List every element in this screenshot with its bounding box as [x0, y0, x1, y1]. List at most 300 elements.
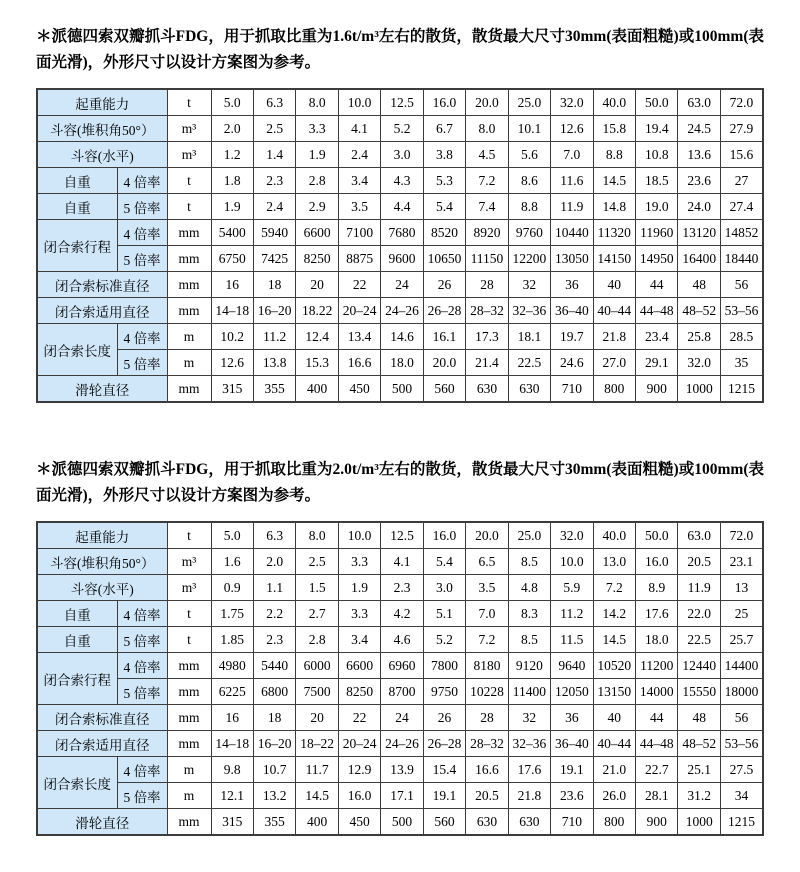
value-cell: 14.5 [593, 627, 635, 653]
value-cell: 15550 [678, 679, 720, 705]
row-label: 闭合索长度 [37, 757, 117, 809]
value-cell: 32–36 [508, 731, 550, 757]
value-cell: 14–18 [211, 731, 253, 757]
value-cell: 17.1 [381, 783, 423, 809]
value-cell: 36–40 [551, 298, 593, 324]
value-cell: 1000 [678, 376, 720, 403]
value-cell: 20 [296, 272, 338, 298]
value-cell: 6600 [338, 653, 380, 679]
value-cell: 26.0 [593, 783, 635, 809]
value-cell: 7.2 [593, 575, 635, 601]
table-row [37, 627, 763, 653]
value-cell: 4980 [211, 653, 253, 679]
value-cell: 4.1 [381, 549, 423, 575]
unit-cell: m³ [167, 549, 211, 575]
value-cell: 16.6 [466, 757, 508, 783]
value-cell: 20.0 [423, 350, 465, 376]
value-cell: 19.7 [551, 324, 593, 350]
value-cell: 4.2 [381, 601, 423, 627]
value-cell: 0.9 [211, 575, 253, 601]
value-cell: 630 [466, 376, 508, 403]
value-cell: 18.5 [636, 168, 678, 194]
value-cell: 11320 [593, 220, 635, 246]
table-row [37, 653, 763, 679]
row-label: 闭合索行程 [37, 220, 117, 272]
unit-cell: m³ [167, 116, 211, 142]
value-cell: 26–28 [423, 298, 465, 324]
value-cell: 2.8 [296, 627, 338, 653]
value-cell: 7.0 [466, 601, 508, 627]
value-cell: 18.22 [296, 298, 338, 324]
value-cell: 9640 [551, 653, 593, 679]
value-cell: 16400 [678, 246, 720, 272]
value-cell: 13.6 [678, 142, 720, 168]
unit-cell: t [167, 627, 211, 653]
value-cell: 32–36 [508, 298, 550, 324]
value-cell: 24 [381, 705, 423, 731]
table-row [37, 89, 763, 116]
table-row [37, 522, 763, 549]
value-cell: 6750 [211, 246, 253, 272]
value-cell: 19.1 [551, 757, 593, 783]
value-cell: 14.5 [296, 783, 338, 809]
value-cell: 6960 [381, 653, 423, 679]
value-cell: 4.6 [381, 627, 423, 653]
value-cell: 63.0 [678, 89, 720, 116]
value-cell: 27 [720, 168, 763, 194]
value-cell: 26 [423, 705, 465, 731]
value-cell: 13.0 [593, 549, 635, 575]
value-cell: 35 [720, 350, 763, 376]
unit-cell: mm [167, 376, 211, 403]
value-cell: 13150 [593, 679, 635, 705]
value-cell: 16.0 [338, 783, 380, 809]
value-cell: 27.5 [720, 757, 763, 783]
value-cell: 12.6 [211, 350, 253, 376]
value-cell: 8.0 [296, 522, 338, 549]
value-cell: 25.8 [678, 324, 720, 350]
value-cell: 1.9 [211, 194, 253, 220]
value-cell: 13.9 [381, 757, 423, 783]
value-cell: 28–32 [466, 731, 508, 757]
value-cell: 12.4 [296, 324, 338, 350]
value-cell: 1.75 [211, 601, 253, 627]
value-cell: 8.0 [296, 89, 338, 116]
value-cell: 11.5 [551, 627, 593, 653]
table-row [37, 601, 763, 627]
value-cell: 2.2 [253, 601, 295, 627]
row-label: 斗容(水平) [37, 142, 167, 168]
value-cell: 7.4 [466, 194, 508, 220]
value-cell: 14.5 [593, 168, 635, 194]
row-label: 自重 [37, 601, 117, 627]
row-label: 闭合索长度 [37, 324, 117, 376]
value-cell: 6600 [296, 220, 338, 246]
value-cell: 11.9 [678, 575, 720, 601]
value-cell: 48–52 [678, 731, 720, 757]
value-cell: 12200 [508, 246, 550, 272]
value-cell: 22 [338, 705, 380, 731]
value-cell: 21.4 [466, 350, 508, 376]
value-cell: 32.0 [678, 350, 720, 376]
value-cell: 5.1 [423, 601, 465, 627]
unit-cell: mm [167, 705, 211, 731]
value-cell: 6.3 [253, 522, 295, 549]
value-cell: 36 [551, 705, 593, 731]
value-cell: 9600 [381, 246, 423, 272]
value-cell: 3.3 [338, 601, 380, 627]
row-label: 闭合索标准直径 [37, 705, 167, 731]
value-cell: 14950 [636, 246, 678, 272]
value-cell: 14000 [636, 679, 678, 705]
value-cell: 26–28 [423, 731, 465, 757]
value-cell: 20–24 [338, 731, 380, 757]
value-cell: 10228 [466, 679, 508, 705]
value-cell: 21.8 [593, 324, 635, 350]
value-cell: 44 [636, 272, 678, 298]
row-sublabel: 5 倍率 [117, 350, 167, 376]
value-cell: 10.0 [551, 549, 593, 575]
value-cell: 18 [253, 705, 295, 731]
spec-table-fdg-1-6 [36, 88, 764, 403]
value-cell: 50.0 [636, 89, 678, 116]
value-cell: 800 [593, 376, 635, 403]
value-cell: 18 [253, 272, 295, 298]
value-cell: 19.1 [423, 783, 465, 809]
value-cell: 8180 [466, 653, 508, 679]
value-cell: 11150 [466, 246, 508, 272]
row-sublabel: 4 倍率 [117, 324, 167, 350]
table-row [37, 783, 763, 809]
value-cell: 3.5 [338, 194, 380, 220]
table-row [37, 575, 763, 601]
value-cell: 3.5 [466, 575, 508, 601]
value-cell: 315 [211, 809, 253, 836]
value-cell: 1.8 [211, 168, 253, 194]
value-cell: 22.7 [636, 757, 678, 783]
value-cell: 5.2 [423, 627, 465, 653]
value-cell: 16–20 [253, 298, 295, 324]
table-row [37, 142, 763, 168]
value-cell: 32 [508, 705, 550, 731]
value-cell: 14.6 [381, 324, 423, 350]
value-cell: 7.0 [551, 142, 593, 168]
table-row [37, 168, 763, 194]
value-cell: 24 [381, 272, 423, 298]
unit-cell: m [167, 324, 211, 350]
value-cell: 1.9 [338, 575, 380, 601]
value-cell: 11.7 [296, 757, 338, 783]
value-cell: 56 [720, 705, 763, 731]
value-cell: 8920 [466, 220, 508, 246]
table-row [37, 809, 763, 836]
value-cell: 48 [678, 272, 720, 298]
spec-section-fdg-2-0 [36, 457, 764, 836]
value-cell: 3.4 [338, 168, 380, 194]
value-cell: 63.0 [678, 522, 720, 549]
row-label: 自重 [37, 168, 117, 194]
value-cell: 11.9 [551, 194, 593, 220]
value-cell: 14400 [720, 653, 763, 679]
value-cell: 10.0 [338, 522, 380, 549]
value-cell: 20.5 [466, 783, 508, 809]
value-cell: 2.5 [253, 116, 295, 142]
value-cell: 19.0 [636, 194, 678, 220]
value-cell: 24.0 [678, 194, 720, 220]
value-cell: 5940 [253, 220, 295, 246]
value-cell: 450 [338, 809, 380, 836]
value-cell: 28.1 [636, 783, 678, 809]
value-cell: 900 [636, 376, 678, 403]
value-cell: 5.6 [508, 142, 550, 168]
value-cell: 10.8 [636, 142, 678, 168]
value-cell: 12.1 [211, 783, 253, 809]
value-cell: 2.5 [296, 549, 338, 575]
value-cell: 10.0 [338, 89, 380, 116]
value-cell: 23.4 [636, 324, 678, 350]
row-sublabel: 5 倍率 [117, 246, 167, 272]
row-sublabel: 5 倍率 [117, 783, 167, 809]
value-cell: 500 [381, 376, 423, 403]
value-cell: 72.0 [720, 522, 763, 549]
value-cell: 8.8 [593, 142, 635, 168]
value-cell: 800 [593, 809, 635, 836]
value-cell: 15.4 [423, 757, 465, 783]
value-cell: 29.1 [636, 350, 678, 376]
value-cell: 26 [423, 272, 465, 298]
table-row [37, 679, 763, 705]
value-cell: 1215 [720, 809, 763, 836]
value-cell: 630 [508, 809, 550, 836]
value-cell: 11.2 [253, 324, 295, 350]
unit-cell: m [167, 757, 211, 783]
value-cell: 3.4 [338, 627, 380, 653]
unit-cell: t [167, 89, 211, 116]
row-label: 闭合索行程 [37, 653, 117, 705]
row-label: 起重能力 [37, 522, 167, 549]
table-row [37, 220, 763, 246]
value-cell: 40–44 [593, 298, 635, 324]
value-cell: 6.7 [423, 116, 465, 142]
value-cell: 8875 [338, 246, 380, 272]
value-cell: 2.4 [253, 194, 295, 220]
table-row [37, 194, 763, 220]
value-cell: 18.0 [636, 627, 678, 653]
value-cell: 400 [296, 809, 338, 836]
value-cell: 28–32 [466, 298, 508, 324]
value-cell: 6225 [211, 679, 253, 705]
value-cell: 14.8 [593, 194, 635, 220]
unit-cell: mm [167, 679, 211, 705]
unit-cell: m [167, 350, 211, 376]
value-cell: 630 [508, 376, 550, 403]
table-row [37, 298, 763, 324]
value-cell: 48–52 [678, 298, 720, 324]
value-cell: 53–56 [720, 731, 763, 757]
value-cell: 36–40 [551, 731, 593, 757]
unit-cell: m³ [167, 142, 211, 168]
value-cell: 2.7 [296, 601, 338, 627]
table-row [37, 116, 763, 142]
value-cell: 7500 [296, 679, 338, 705]
value-cell: 12.5 [381, 522, 423, 549]
value-cell: 25 [720, 601, 763, 627]
value-cell: 2.3 [253, 627, 295, 653]
table-row [37, 757, 763, 783]
table-row [37, 731, 763, 757]
value-cell: 40.0 [593, 522, 635, 549]
value-cell: 2.4 [338, 142, 380, 168]
unit-cell: mm [167, 731, 211, 757]
value-cell: 28 [466, 705, 508, 731]
spec-section-fdg-1-6 [36, 24, 764, 403]
value-cell: 72.0 [720, 89, 763, 116]
value-cell: 5.3 [423, 168, 465, 194]
value-cell: 5.9 [551, 575, 593, 601]
value-cell: 5.4 [423, 549, 465, 575]
value-cell: 7425 [253, 246, 295, 272]
row-sublabel: 4 倍率 [117, 757, 167, 783]
value-cell: 8.5 [508, 549, 550, 575]
value-cell: 2.0 [211, 116, 253, 142]
value-cell: 40.0 [593, 89, 635, 116]
value-cell: 2.3 [381, 575, 423, 601]
value-cell: 355 [253, 376, 295, 403]
value-cell: 17.3 [466, 324, 508, 350]
value-cell: 18000 [720, 679, 763, 705]
value-cell: 9750 [423, 679, 465, 705]
unit-cell: t [167, 601, 211, 627]
value-cell: 20.5 [678, 549, 720, 575]
unit-cell: t [167, 194, 211, 220]
value-cell: 2.0 [253, 549, 295, 575]
value-cell: 18.0 [381, 350, 423, 376]
row-sublabel: 5 倍率 [117, 627, 167, 653]
value-cell: 4.4 [381, 194, 423, 220]
value-cell: 15.3 [296, 350, 338, 376]
value-cell: 19.4 [636, 116, 678, 142]
value-cell: 25.0 [508, 522, 550, 549]
value-cell: 13.8 [253, 350, 295, 376]
value-cell: 44 [636, 705, 678, 731]
value-cell: 1.6 [211, 549, 253, 575]
value-cell: 5.0 [211, 522, 253, 549]
row-sublabel: 4 倍率 [117, 653, 167, 679]
value-cell: 16–20 [253, 731, 295, 757]
value-cell: 20–24 [338, 298, 380, 324]
unit-cell: t [167, 168, 211, 194]
spec-table-fdg-2-0 [36, 521, 764, 836]
row-label: 斗容(堆积角50°） [37, 549, 167, 575]
value-cell: 15.8 [593, 116, 635, 142]
value-cell: 4.3 [381, 168, 423, 194]
value-cell: 20.0 [466, 522, 508, 549]
value-cell: 18440 [720, 246, 763, 272]
unit-cell: mm [167, 272, 211, 298]
unit-cell: mm [167, 809, 211, 836]
table-row [37, 549, 763, 575]
value-cell: 32 [508, 272, 550, 298]
value-cell: 32.0 [551, 89, 593, 116]
spec-table-body-2 [37, 522, 763, 835]
row-label: 自重 [37, 627, 117, 653]
value-cell: 15.6 [720, 142, 763, 168]
value-cell: 10.1 [508, 116, 550, 142]
value-cell: 25.7 [720, 627, 763, 653]
row-label: 滑轮直径 [37, 809, 167, 836]
value-cell: 23.1 [720, 549, 763, 575]
value-cell: 9120 [508, 653, 550, 679]
value-cell: 24–26 [381, 731, 423, 757]
value-cell: 1.4 [253, 142, 295, 168]
value-cell: 22.0 [678, 601, 720, 627]
value-cell: 560 [423, 376, 465, 403]
value-cell: 10.2 [211, 324, 253, 350]
value-cell: 9.8 [211, 757, 253, 783]
value-cell: 18–22 [296, 731, 338, 757]
value-cell: 12050 [551, 679, 593, 705]
value-cell: 25.1 [678, 757, 720, 783]
table-row [37, 376, 763, 403]
value-cell: 23.6 [678, 168, 720, 194]
value-cell: 900 [636, 809, 678, 836]
value-cell: 8.3 [508, 601, 550, 627]
value-cell: 14852 [720, 220, 763, 246]
value-cell: 56 [720, 272, 763, 298]
value-cell: 14.2 [593, 601, 635, 627]
value-cell: 355 [253, 809, 295, 836]
value-cell: 8.5 [508, 627, 550, 653]
table-row [37, 246, 763, 272]
value-cell: 7100 [338, 220, 380, 246]
value-cell: 4.1 [338, 116, 380, 142]
value-cell: 12440 [678, 653, 720, 679]
value-cell: 44–48 [636, 298, 678, 324]
unit-cell: mm [167, 298, 211, 324]
value-cell: 40 [593, 272, 635, 298]
row-label: 闭合索适用直径 [37, 731, 167, 757]
row-sublabel: 4 倍率 [117, 601, 167, 627]
value-cell: 11.2 [551, 601, 593, 627]
value-cell: 10440 [551, 220, 593, 246]
value-cell: 7680 [381, 220, 423, 246]
row-sublabel: 4 倍率 [117, 220, 167, 246]
table-row [37, 705, 763, 731]
value-cell: 48 [678, 705, 720, 731]
value-cell: 16.1 [423, 324, 465, 350]
value-cell: 2.8 [296, 168, 338, 194]
value-cell: 21.0 [593, 757, 635, 783]
value-cell: 13050 [551, 246, 593, 272]
value-cell: 560 [423, 809, 465, 836]
value-cell: 12.9 [338, 757, 380, 783]
row-label: 斗容(水平) [37, 575, 167, 601]
row-label: 斗容(堆积角50°） [37, 116, 167, 142]
value-cell: 20 [296, 705, 338, 731]
value-cell: 21.8 [508, 783, 550, 809]
value-cell: 11960 [636, 220, 678, 246]
value-cell: 2.3 [253, 168, 295, 194]
value-cell: 6800 [253, 679, 295, 705]
row-label: 滑轮直径 [37, 376, 167, 403]
row-label: 自重 [37, 194, 117, 220]
value-cell: 16.6 [338, 350, 380, 376]
unit-cell: t [167, 522, 211, 549]
row-label: 闭合索标准直径 [37, 272, 167, 298]
value-cell: 710 [551, 376, 593, 403]
value-cell: 8.0 [466, 116, 508, 142]
value-cell: 1215 [720, 376, 763, 403]
